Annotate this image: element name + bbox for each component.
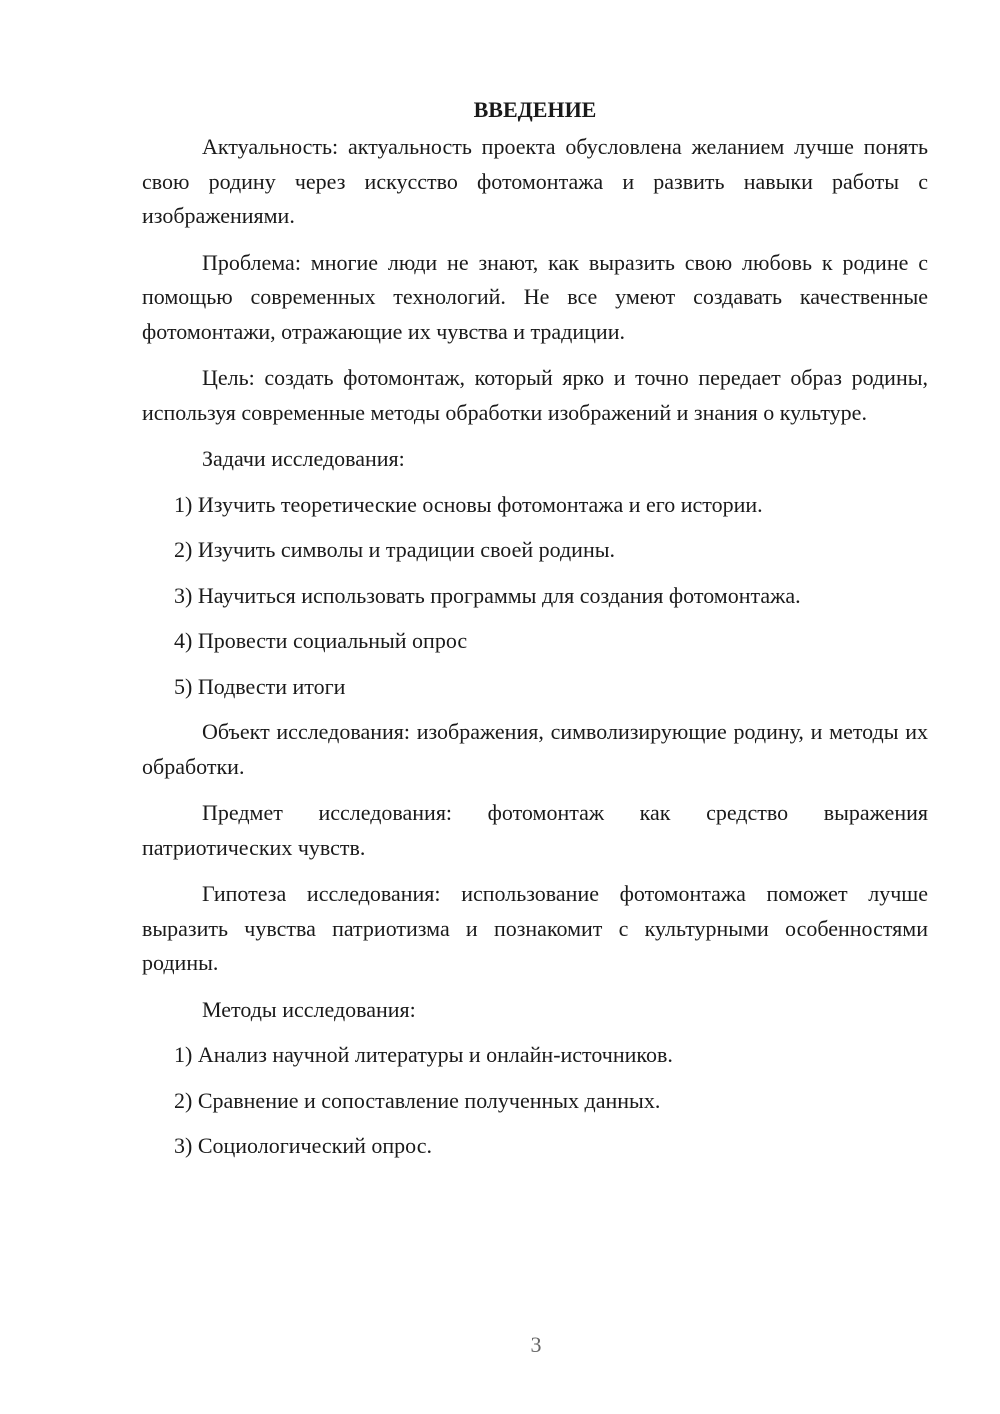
section-heading: ВВЕДЕНИЕ [473,97,597,122]
methods-label: Методы исследования: [202,996,416,1022]
method-item: 1) Анализ научной литературы и онлайн-источников. [174,1042,673,1067]
task-item: 5) Подвести итоги [174,673,346,699]
relevance-paragraph: Актуальность: актуальность проекта обусловлена желанием лучше понять свою родину через искусство фотомонтажа и развить навыки работы с изображениями. [142,134,928,228]
subject-paragraph: Предмет исследования: фотомонтаж как средство выражения патриотических чувств. [142,800,928,860]
page-number: 3 [530,1332,542,1357]
document-page [142,92,928,1175]
task-item: 4) Провести социальный опрос [174,628,468,653]
hypothesis-paragraph: Гипотеза исследования: использование фотомонтажа поможет лучше выразить чувства патриотизма и познакомит с культурными особенностями родины. [142,881,928,975]
object-paragraph: Объект исследования: изображения, символизирующие родину, и методы их обработки. [142,719,928,779]
goal-paragraph: Цель: создать фотомонтаж, который ярко и точно передает образ родины, используя современные методы обработки изображений и знания о культуре. [142,365,928,425]
tasks-label: Задачи исследования: [202,446,405,471]
task-item: 2) Изучить символы и традиции своей родины. [174,537,615,562]
problem-paragraph: Проблема: многие люди не знают, как выразить свою любовь к родине с помощью современных технологий. Не все умеют создавать качественные фотомонтажи, отражающие их чувства и традиции. [142,249,928,344]
task-item: 1) Изучить теоретические основы фотомонтажа и его истории. [174,491,763,517]
task-item: 3) Научиться использовать программы для создания фотомонтажа. [174,582,801,608]
method-item: 3) Социологический опрос. [174,1133,432,1158]
method-item: 2) Сравнение и сопоставление полученных данных. [174,1087,661,1113]
